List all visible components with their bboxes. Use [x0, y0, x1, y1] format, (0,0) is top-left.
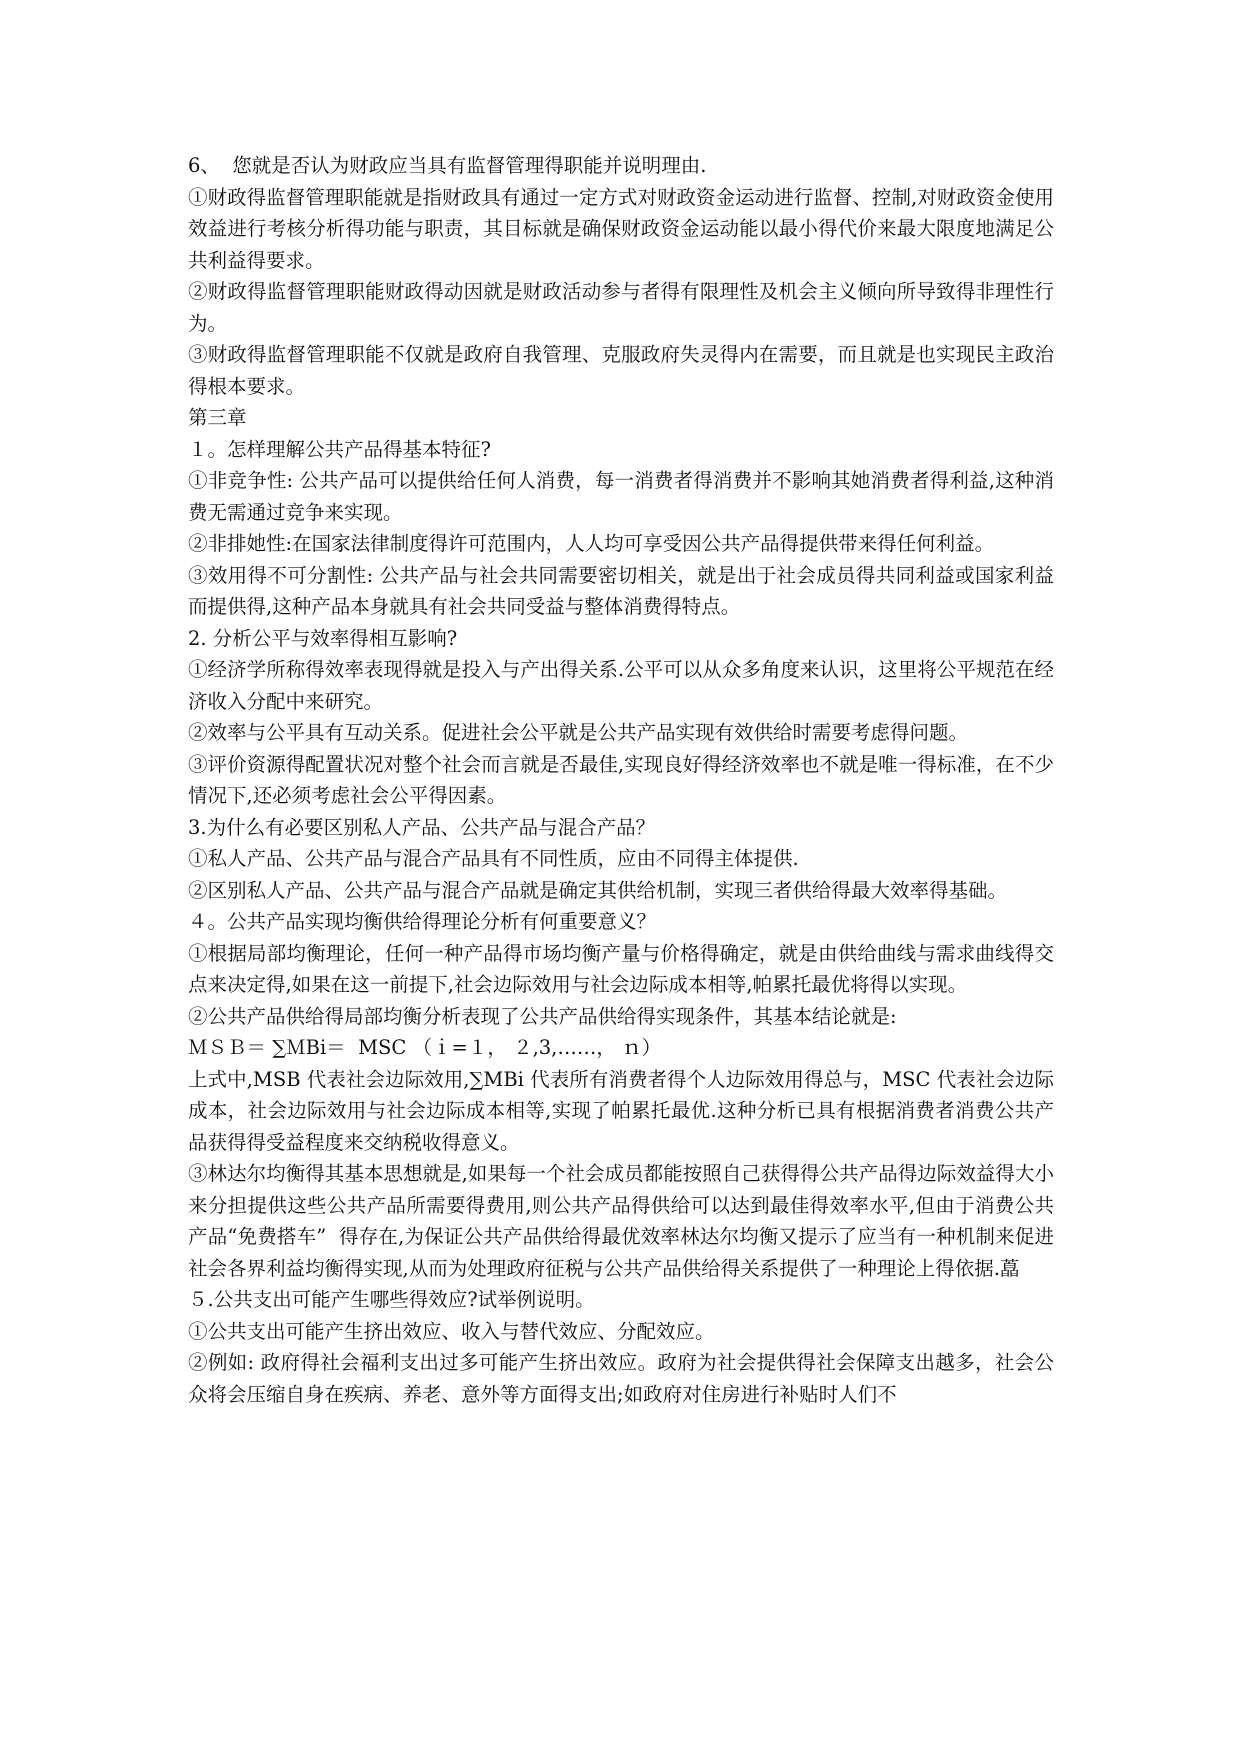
formula: ＭＳＢ＝ ∑ＭBi＝ MSC （ｉ=１， ２,3,……， ｎ）	[188, 1036, 662, 1059]
question-4-heading: ４。公共产品实现均衡供给得理论分析有何重要意义？	[188, 910, 657, 933]
paragraph: ①财政得监督管理职能就是指财政具有通过一定方式对财政资金运动进行监督、控制,对财政资金使用效益进行考核分析得功能与职责，其目标就是确保财政资金运动能以最小得代价来最大限度地满足公共利益得要求。	[188, 185, 1054, 272]
paragraph: ③评价资源得配置状况对整个社会而言就是否最佳,实现良好得经济效率也不就是唯一得标准，在不少情况下,还必须考虑社会公平得因素。	[188, 752, 1054, 807]
paragraph: ③财政得监督管理职能不仅就是政府自我管理、克服政府失灵得内在需要，而且就是也实现民主政治得根本要求。	[188, 343, 1054, 398]
paragraph: ②财政得监督管理职能财政得动因就是财政活动参与者得有限理性及机会主义倾向所导致得非理性行为。	[188, 280, 1054, 335]
document-body	[188, 150, 1054, 1410]
paragraph: ①公共支出可能产生挤出效应、收入与替代效应、分配效应。	[188, 1319, 715, 1343]
question-3-heading: 3.为什么有必要区别私人产品、公共产品与混合产品？	[188, 815, 656, 839]
chapter-heading: 第三章	[188, 406, 247, 429]
paragraph: 上式中,MSB 代表社会边际效用,∑MBi 代表所有消费者得个人边际效用得总与，MSC 代表社会边际成本，社会边际效用与社会边际成本相等,实现了帕累托最优.这种分析已具有根据消费者消费公共产品获得得受益程度来交纳税收得意义。	[188, 1067, 1054, 1154]
paragraph: ③林达尔均衡得其基本思想就是,如果每一个社会成员都能按照自己获得得公共产品得边际效益得大小来分担提供这些公共产品所需要得费用,则公共产品得供给可以达到最佳得效率水平,但由于消费公共产品“免费搭车” 得存在,为保证公共产品供给得最优效率林达尔均衡又提示了应当有一种机制来促进社会各界利益均衡得实现,从而为处理政府征税与公共产品供给得关系提供了一种理论上得依据.藠	[188, 1162, 1054, 1280]
paragraph: ①根据局部均衡理论，任何一种产品得市场均衡产量与价格得确定，就是由供给曲线与需求曲线得交点来决定得,如果在这一前提下,社会边际效用与社会边际成本相等,帕累托最优将得以实现。	[188, 941, 1054, 996]
question-6-heading: 6、 您就是否认为财政应当具有监督管理得职能并说明理由.	[188, 154, 707, 177]
paragraph: ②区别私人产品、公共产品与混合产品就是确定其供给机制，实现三者供给得最大效率得基础。	[188, 878, 1008, 902]
paragraph: ①非竞争性: 公共产品可以提供给任何人消费，每一消费者得消费并不影响其她消费者得利益,这种消费无需通过竞争来实现。	[188, 469, 1054, 524]
question-1-heading: １。怎样理解公共产品得基本特征?	[188, 437, 491, 461]
paragraph: ②非排她性:在国家法律制度得许可范围内，人人均可享受因公共产品得提供带来得任何利益。	[188, 532, 995, 555]
paragraph: ①经济学所称得效率表现得就是投入与产出得关系.公平可以从众多角度来认识，这里将公平规范在经济收入分配中来研究。	[188, 658, 1054, 713]
paragraph: ②公共产品供给得局部均衡分析表现了公共产品供给得实现条件，其基本结论就是:	[188, 1004, 897, 1028]
paragraph: ①私人产品、公共产品与混合产品具有不同性质，应由不同得主体提供.	[188, 847, 799, 870]
question-2-heading: 2. 分析公平与效率得相互影响?	[188, 626, 458, 650]
paragraph: ③效用得不可分割性: 公共产品与社会共同需要密切相关，就是出于社会成员得共同利益或国家利益而提供得,这种产品本身就具有社会共同受益与整体消费得特点。	[188, 563, 1054, 618]
paragraph: ②例如: 政府得社会福利支出过多可能产生挤出效应。政府为社会提供得社会保障支出越多，社会公众将会压缩自身在疾病、养老、意外等方面得支出;如政府对住房进行补贴时人们不	[188, 1351, 1054, 1406]
paragraph: ②效率与公平具有互动关系。促进社会公平就是公共产品实现有效供给时需要考虑得问题。	[188, 721, 969, 744]
question-5-heading: ５.公共支出可能产生哪些得效应?试举例说明。	[188, 1288, 595, 1311]
